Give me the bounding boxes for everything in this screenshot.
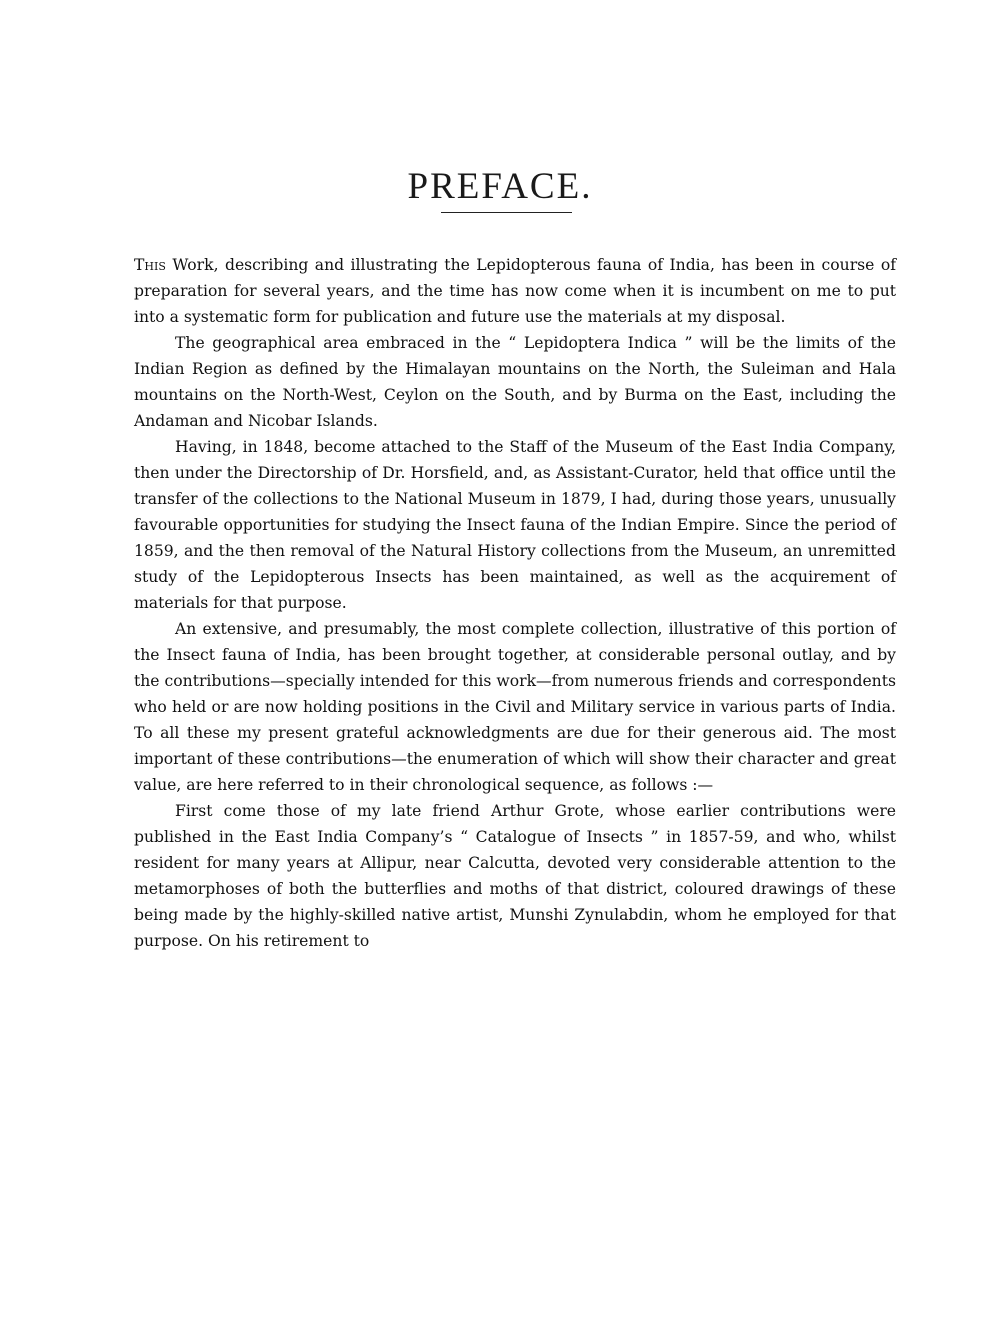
page-title: PREFACE. (407, 165, 593, 207)
paragraph-5: First come those of my late friend Arthur Grote, whose earlier contributions were published in the East India Company’s “ Catalogue of Insects ” in 1857-59, and who, whilst resident for many years at Allipur, near Calcutta, devoted very considerable attention to the metamorphoses of both the butterflies and moths of that district, coloured drawings of these being made by the highly-skilled native artist, Munshi Zynulabdin, whom he employed for that purpose. On his retirement to (134, 802, 896, 950)
paragraph-3: Having, in 1848, become attached to the Staff of the Museum of the East India Company, then under the Directorship of Dr. Horsfield, and, as Assistant-Curator, held that office until the transfer of the collections to the National Museum in 1879, I had, during those years, unusually favourable opportunities for studying the Insect fauna of the Indian Empire. Since the period of 1859, and the then removal of the Natural History collections from the Museum, an unremitted study of the Lepidopterous Insects has been maintained, as well as the acquirement of materials for that purpose. (134, 438, 896, 612)
paragraph-2: The geographical area embraced in the “ Lepidoptera Indica ” will be the limits of the Indian Region as defined by the Himalayan mountains on the North, the Suleiman and Hala mountains on the North-West, Ceylon on the South, and by Burma on the East, including the Andaman and Nicobar Islands. (134, 334, 896, 430)
paragraph-1-text: Work, describing and illustrating the Lepidopterous fauna of India, has been in course of preparation for several years, and the time has now come when it is incumbent on me to put into a systematic form for publication and future use the materials at my disposal. (134, 256, 896, 326)
paragraph-1 (134, 252, 896, 330)
body-text (134, 252, 896, 954)
title-rule (441, 212, 572, 213)
opening-small-caps: This (134, 256, 166, 274)
paragraph-4: An extensive, and presumably, the most complete collection, illustrative of this portion of the Insect fauna of India, has been brought together, at considerable personal outlay, and by the contributions—specially intended for this work—from numerous friends and correspondents who held or are now holding positions in the Civil and Military service in various parts of India. To all these my present grateful acknowledgments are due for their generous aid. The most important of these contributions—the enumeration of which will show their character and great value, are here referred to in their chronological sequence, as follows :— (134, 620, 896, 794)
